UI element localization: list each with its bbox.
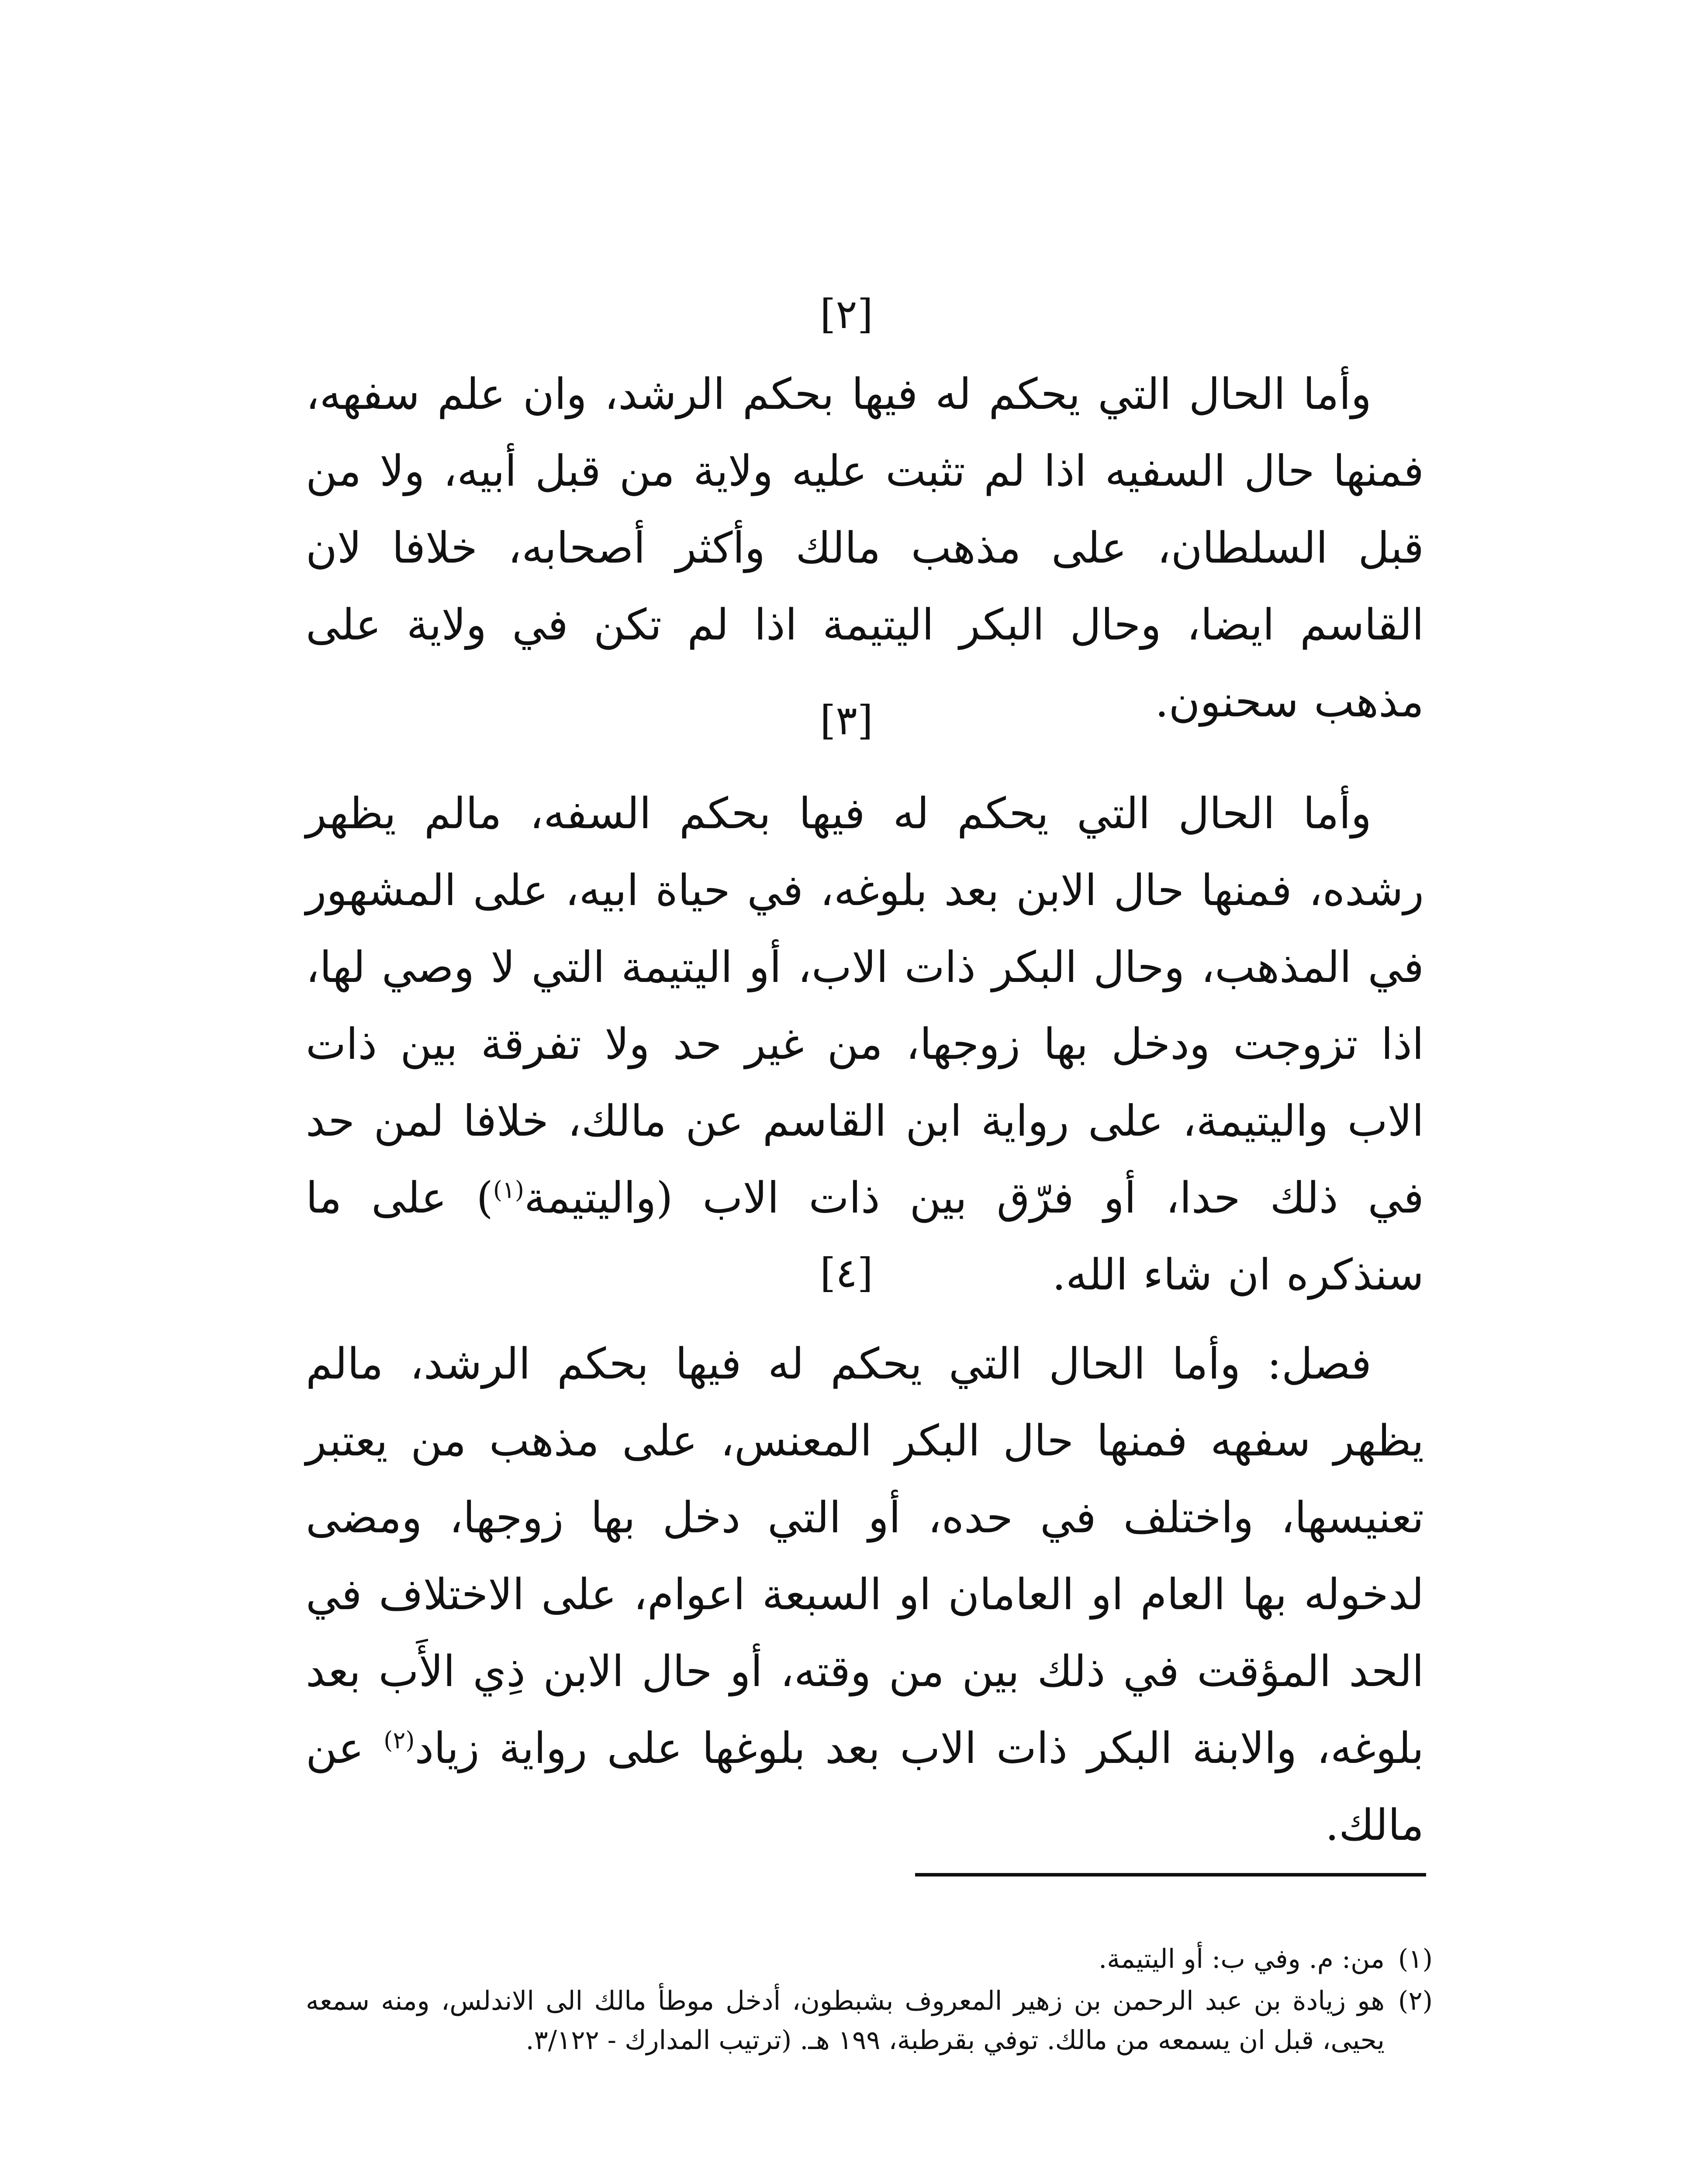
footnote-mark-1: (١) — [1398, 1944, 1433, 1974]
section-3-text: وأما الحال التي يحكم له فيها بحكم السفه، مالم يظهر رشده، فمنها حال الابن بعد بلوغه، في حياة ابيه، على المشهور في المذهب، وحال البكر ذات الاب، أو اليتيمة التي لا وصي لها، اذا تزوجت ودخل بها زوجها، من غير حد ولا تفرقة بين ذات الاب واليتيمة، على رواية ابن القاسم عن مالك، خلافا لمن حد في ذلك حدا، أو فرّق بين ذات الاب (واليتيمة — [306, 789, 1424, 1223]
section-3-paragraph — [306, 775, 1424, 1300]
footnote-text-1: من: م. وفي ب: أو اليتيمة. — [1099, 1944, 1385, 1974]
footnote-separator — [915, 1873, 1426, 1876]
section-2-paragraph: وأما الحال التي يحكم له فيها بحكم الرشد، وان علم سفهه، فمنها حال السفيه اذا لم تثبت عليه ولاية من قبل أبيه، ولا من قبل السلطان، على مذهب مالك وأكثر أصحابه، خلافا لان القاسم ايضا، وحال البكر اليتيمة اذا لم تكن في ولاية على مذهب سحنون. — [306, 370, 1424, 727]
section-4-text-end: عن مالك. — [306, 1724, 1424, 1850]
footnote-text-2: هو زيادة بن عبد الرحمن بن زهير المعروف بشبطون، أدخل موطأ مالك الى الاندلس، ومنه سمعه يحيى، قبل ان يسمعه من مالك. توفي بقرطبة، ١٩٩ هـ. (ترتيب المدارك - ٣/١٢٢. — [306, 1986, 1385, 2056]
footnote-reference-1: (١) — [493, 1176, 524, 1204]
footnote-1 — [306, 1939, 1433, 1979]
section-number-4: [٤] — [820, 1250, 873, 1296]
section-3-text-end: ) على ما سنذكره ان شاء الله. — [306, 1173, 1424, 1300]
section-4-paragraph — [306, 1326, 1424, 1850]
section-4-text: فصل: وأما الحال التي يحكم له فيها بحكم الرشد، مالم يظهر سفهه فمنها حال البكر المعنس، على مذهب من يعتبر تعنيسها، واختلف في حده، أو التي دخل بها زوجها، ومضى لدخوله بها العام او العامان او السبعة اعوام، على الاختلاف في الحد المؤقت في ذلك بين من وقته، أو حال الابن ذِي الأَب بعد بلوغه، والابنة البكر ذات الاب بعد بلوغها على رواية زياد — [306, 1339, 1424, 1773]
footnote-reference-2: (٢) — [384, 1726, 415, 1754]
footnotes — [306, 1939, 1433, 2063]
footnote-mark-2: (٢) — [1398, 1986, 1433, 2016]
section-number-2: [٢] — [820, 291, 873, 338]
footnote-2 — [306, 1981, 1433, 2060]
section-number-3: [٣] — [820, 697, 873, 744]
